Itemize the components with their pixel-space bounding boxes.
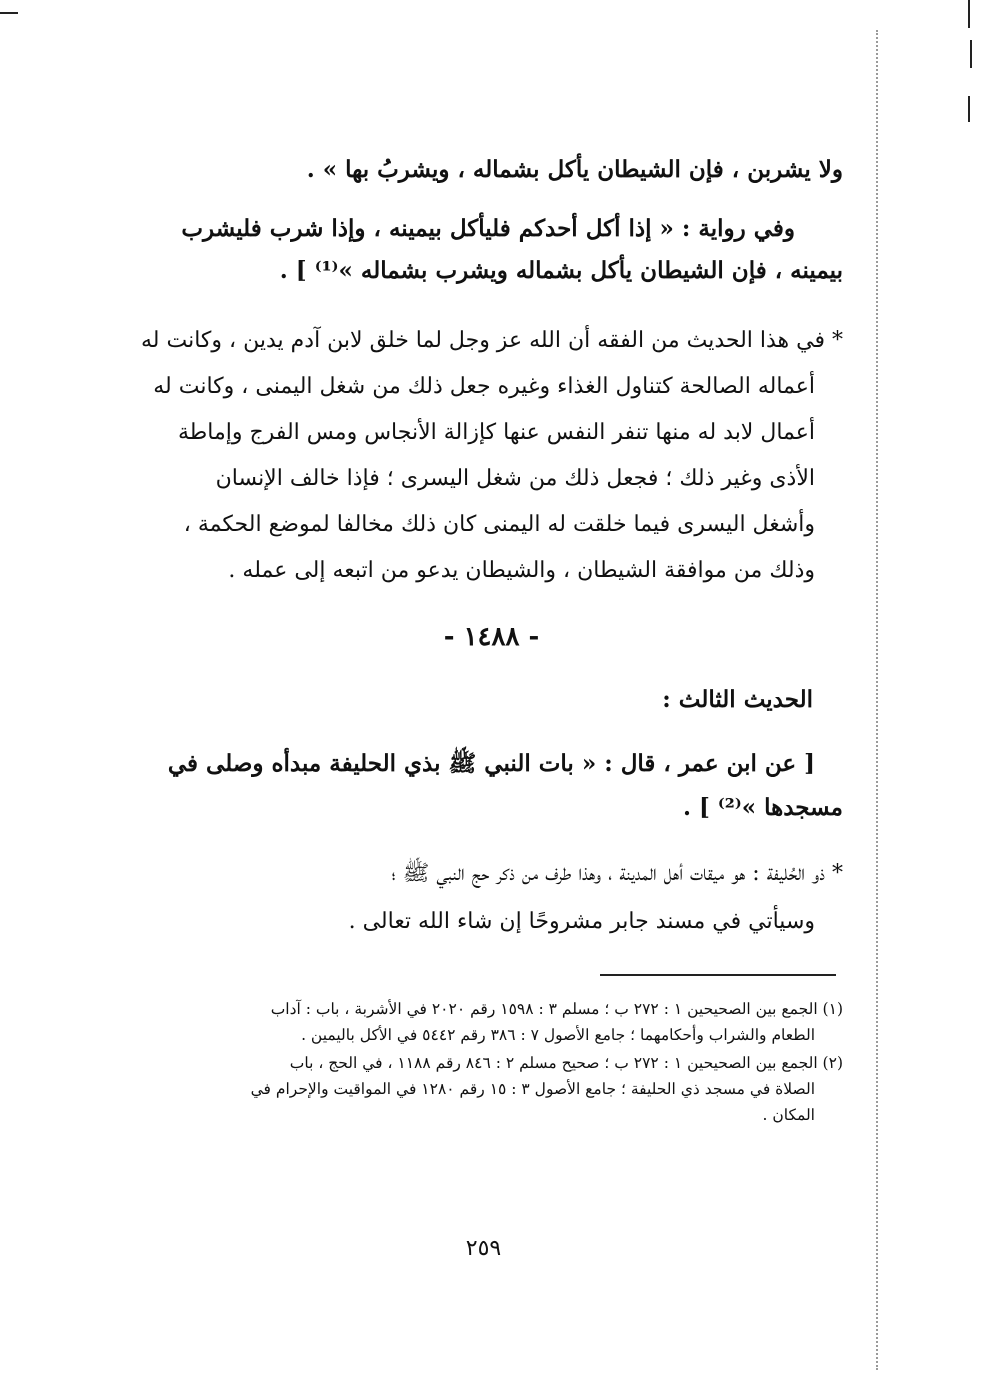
note-line: وسيأتي في مسند جابر مشروحًا إن شاء الله تعالى . (348, 909, 815, 934)
hadith-line: [ عن ابن عمر ، قال : « بات النبي ﷺ بذي الحليفة مبدأه وصلى في (167, 750, 815, 777)
footnote-line: المكان . (762, 1106, 815, 1124)
riwaya-line: وفي رواية : « إذا أكل أحدكم فليأكل بيمينه ، وإذا شرب فليشرب (181, 215, 795, 242)
scan-mark (968, 96, 970, 122)
commentary-paragraph (133, 318, 843, 594)
page-number: ٢٥٩ (465, 1236, 502, 1261)
section-title (213, 680, 813, 720)
commentary-line: أعماله الصالحة كتناول الغذاء وغيره جعل ذلك من شغل اليمنى ، وكانت له (153, 374, 815, 399)
scan-mark (0, 12, 18, 14)
footnotes (133, 996, 843, 1128)
footnote-line: (٢) الجمع بين الصحيحين ١ : ٢٧٢ ب ؛ صحيح مسلم ٢ : ٨٤٦ رقم ١١٨٨ ، في الحج ، باب (289, 1054, 843, 1072)
riwaya-line: بيمينه ، فإن الشيطان يأكل بشماله ويشرب بشماله »⁽¹⁾ ] . (279, 257, 843, 284)
scan-mark (968, 0, 970, 28)
commentary-line: * في هذا الحديث من الفقه أن الله عز وجل لما خلق لابن آدم يدين ، وكانت له (141, 328, 843, 353)
note-line: * ذو الحُليفة : هو ميقات أهل المدينة ، وهذا طرف من ذكر حج النبي ﷺ ؛ (391, 861, 843, 886)
section-title-text: الحديث الثالث : (662, 686, 813, 713)
footnote-line: الصلاة في مسجد ذي الحليفة ؛ جامع الأصول ٣ : ١٥ رقم ١٢٨٠ في المواقيت والإحرام في (250, 1080, 815, 1098)
binding-dotted-line (876, 30, 878, 1370)
hadith-line: مسجدها »⁽²⁾ ] . (683, 794, 843, 821)
footnote-separator (600, 974, 836, 976)
scan-mark (970, 40, 972, 68)
hadith-number: - ١٤٨٨ - (443, 622, 540, 652)
hadith-paragraph (133, 742, 843, 830)
commentary-line: وأشغل اليسرى فيما خلقت له اليمنى كان ذلك مخالفا لموضع الحكمة ، (183, 512, 815, 537)
hadith-text-line: ولا يشربن ، فإن الشيطان يأكل بشماله ، ويشربُ بها » . (306, 156, 843, 183)
commentary-line: أعمال لابد له منها تنفر النفس عنها كإزالة الأنجاس ومس الفرج وإماطة (177, 420, 815, 445)
footnote-line: (١) الجمع بين الصحيحين ١ : ٢٧٢ ب ؛ مسلم ٣ : ١٥٩٨ رقم ٢٠٢٠ في الأشربة ، باب : آداب (270, 1000, 843, 1018)
footnote-line: الطعام والشراب وأحكامهما ؛ جامع الأصول ٧ : ٣٨٦ رقم ٥٤٤٢ في الأكل باليمين . (301, 1026, 815, 1044)
note-paragraph (133, 850, 843, 946)
hadith-continuation (133, 150, 843, 190)
riwaya-paragraph (133, 208, 843, 292)
commentary-line: وذلك من موافقة الشيطان ، والشيطان يدعو من اتبعه إلى عمله . (228, 558, 815, 583)
commentary-line: الأذى وغير ذلك ؛ فجعل ذلك من شغل اليسرى ؛ فإذا خالف الإنسان (215, 466, 815, 491)
